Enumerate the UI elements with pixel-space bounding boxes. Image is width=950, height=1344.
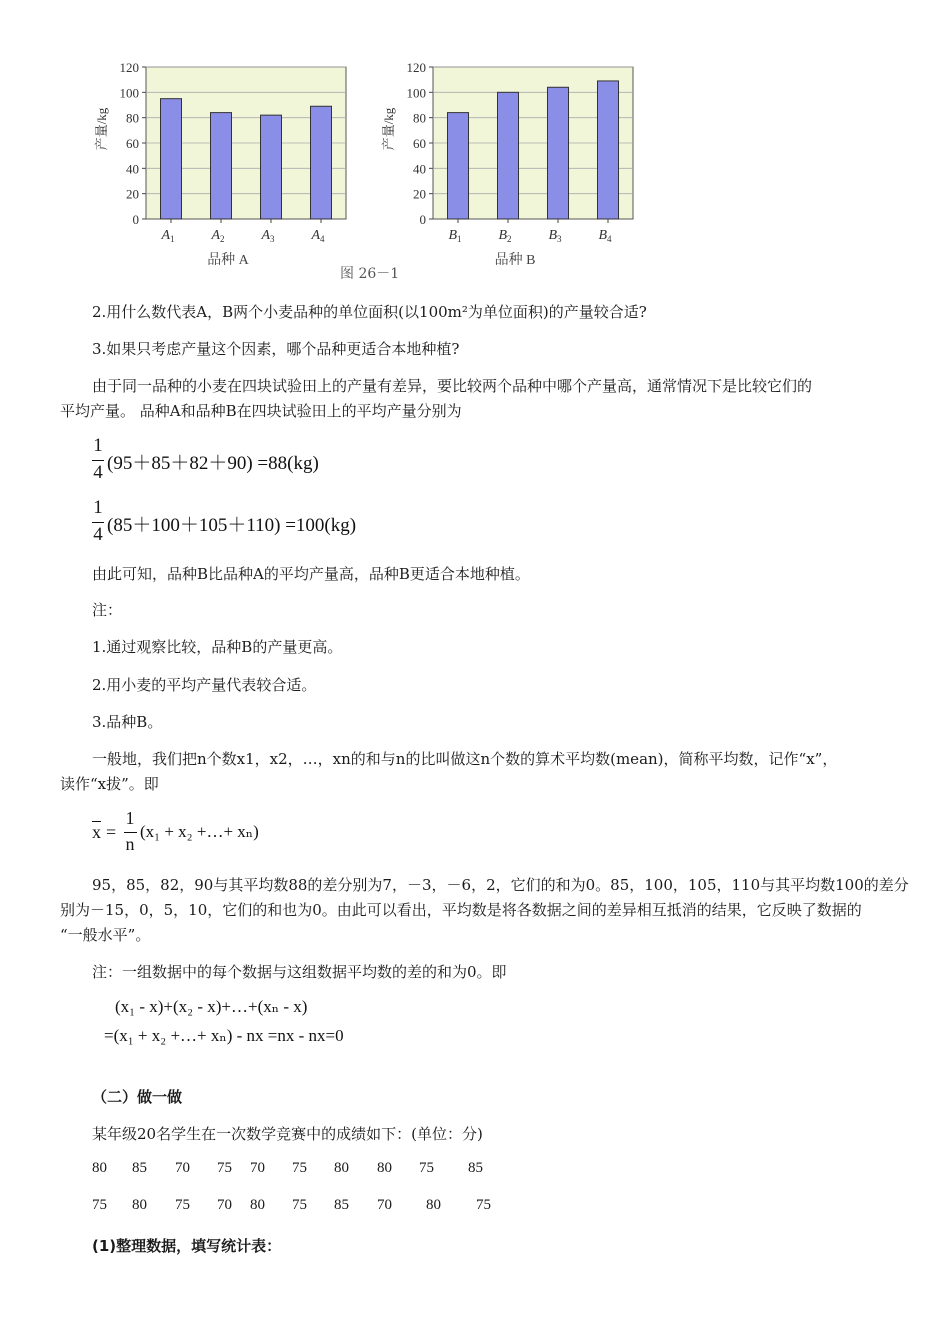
paragraph-2: 由此可知，品种B比品种A的平均产量高，品种B更适合本地种植。 bbox=[92, 565, 530, 583]
y-axis-label: 产量/kg bbox=[381, 107, 396, 151]
eq1-denominator: 4 bbox=[93, 462, 103, 483]
score-r2-9: 80 bbox=[426, 1197, 441, 1213]
x-axis-label: 品种 A bbox=[207, 253, 249, 268]
score-r1-10: 85 bbox=[468, 1160, 483, 1176]
bar-chart-variety-a bbox=[88, 55, 368, 270]
y-axis-label: 产量/kg bbox=[94, 107, 109, 151]
y-tick-label: 20 bbox=[413, 186, 426, 202]
note-3: 3.品种B。 bbox=[92, 713, 163, 731]
y-tick-label: 0 bbox=[419, 212, 426, 227]
y-tick-label: 100 bbox=[406, 85, 426, 101]
x-tick-label: $B_2$ bbox=[498, 228, 512, 244]
score-r2-5: 80 bbox=[250, 1197, 265, 1213]
bar-chart-variety-b bbox=[375, 55, 655, 270]
bar-B4 bbox=[598, 81, 619, 219]
y-tick-label: 100 bbox=[119, 85, 139, 101]
paragraph-4-line-1: 95，85，82，90与其平均数88的差分别为7，－3，－6，2，它们的和为0。85，100，105，110与其平均数100的差分 bbox=[92, 876, 909, 894]
sum-line-1: (x₁ - x)+(x₂ - x)+…+(xₙ - x) bbox=[115, 997, 308, 1016]
bar-B3 bbox=[548, 87, 569, 219]
section-title-do-it: （二）做一做 bbox=[92, 1088, 183, 1106]
y-tick-label: 40 bbox=[126, 161, 139, 177]
mean-denominator: n bbox=[125, 834, 135, 854]
figure-caption: 图 26－1 bbox=[340, 266, 400, 282]
paragraph-1-line-1: 由于同一品种的小麦在四块试验田上的产量有差异，要比较两个品种中哪个产量高，通常情况下是比较它们的 bbox=[92, 377, 813, 395]
score-r1-6: 75 bbox=[292, 1160, 307, 1176]
eq2-denominator: 4 bbox=[93, 524, 103, 545]
bar-B1 bbox=[448, 113, 469, 219]
bar-A4 bbox=[311, 106, 332, 219]
y-tick-label: 0 bbox=[132, 212, 139, 227]
score-r1-9: 75 bbox=[419, 1160, 434, 1176]
score-r2-10: 75 bbox=[476, 1197, 491, 1213]
score-r1-4: 75 bbox=[217, 1160, 232, 1176]
y-tick-label: 80 bbox=[126, 110, 139, 126]
paragraph-4-line-2: 别为－15，0，5，10，它们的和也为0。由此可以看出，平均数是将各数据之间的差异相互抵消的结果，它反映了数据的 bbox=[60, 901, 862, 919]
score-r2-7: 85 bbox=[334, 1197, 349, 1213]
mean-body: (x₁ + x₂ +…+ xₙ) bbox=[140, 822, 259, 841]
bar-B2 bbox=[498, 92, 519, 219]
y-tick-label: 120 bbox=[406, 60, 426, 75]
x-tick-label: $B_4$ bbox=[598, 228, 612, 244]
note-sum: 注：一组数据中的每个数据与这组数据平均数的差的和为0。即 bbox=[92, 963, 507, 981]
paragraph-3-line-2: 读作“x拔”。即 bbox=[60, 775, 159, 793]
eq2-body: (85＋100＋105＋110) =100(kg) bbox=[107, 515, 357, 536]
paragraph-4-line-3: “一般水平”。 bbox=[60, 926, 151, 944]
y-tick-label: 20 bbox=[126, 186, 139, 202]
score-r1-7: 80 bbox=[334, 1160, 349, 1176]
bar-A1 bbox=[161, 99, 182, 219]
question-2: 2.用什么数代表A，B两个小麦品种的单位面积(以100m²为单位面积)的产量较合适? bbox=[92, 303, 647, 321]
sum-line-2: =(x₁ + x₂ +…+ xₙ) - nx =nx - nx=0 bbox=[104, 1026, 344, 1045]
score-r1-8: 80 bbox=[377, 1160, 392, 1176]
bar-A2 bbox=[211, 113, 232, 219]
score-r2-6: 75 bbox=[292, 1197, 307, 1213]
x-tick-label: $A_1$ bbox=[161, 228, 175, 244]
note-2: 2.用小麦的平均产量代表较合适。 bbox=[92, 676, 317, 694]
y-tick-label: 80 bbox=[413, 110, 426, 126]
y-tick-label: 60 bbox=[413, 136, 426, 151]
eq2-numerator: 1 bbox=[93, 497, 103, 518]
step-1: (1)整理数据，填写统计表： bbox=[92, 1237, 282, 1255]
score-r1-2: 85 bbox=[132, 1160, 147, 1176]
mean-fraction-bar bbox=[124, 832, 137, 833]
x-tick-label: $A_2$ bbox=[211, 228, 225, 244]
mean-numerator: 1 bbox=[125, 808, 135, 828]
y-tick-label: 60 bbox=[126, 136, 139, 151]
eq2-fraction-bar bbox=[92, 522, 104, 523]
x-tick-label: $B_1$ bbox=[448, 228, 462, 244]
eq1-body: (95＋85＋82＋90) =88(kg) bbox=[107, 453, 319, 474]
y-tick-label: 120 bbox=[119, 60, 139, 75]
mean-symbol: $\overline{x}$ bbox=[92, 822, 101, 842]
x-tick-label: $A_4$ bbox=[311, 228, 325, 244]
score-r2-4: 70 bbox=[217, 1197, 232, 1213]
eq1-fraction-bar bbox=[92, 460, 104, 461]
paragraph-3-line-1: 一般地，我们把n个数x1，x2，…，xn的和与n的比叫做这n个数的算术平均数(mean)，简称平均数，记作“x”， bbox=[92, 750, 838, 768]
eq1-numerator: 1 bbox=[93, 435, 103, 456]
score-r2-3: 75 bbox=[175, 1197, 190, 1213]
score-r1-1: 80 bbox=[92, 1160, 107, 1176]
bar-A3 bbox=[261, 115, 282, 219]
mean-equals: = bbox=[106, 822, 117, 842]
note-1: 1.通过观察比较，品种B的产量更高。 bbox=[92, 638, 343, 656]
score-r1-5: 70 bbox=[250, 1160, 265, 1176]
paragraph-1-line-2: 平均产量。 品种A和品种B在四块试验田上的平均产量分别为 bbox=[60, 402, 462, 420]
score-r2-8: 70 bbox=[377, 1197, 392, 1213]
score-r2-1: 75 bbox=[92, 1197, 107, 1213]
question-3: 3.如果只考虑产量这个因素，哪个品种更适合本地种植? bbox=[92, 340, 460, 358]
x-tick-label: $A_3$ bbox=[261, 228, 275, 244]
task-description: 某年级20名学生在一次数学竞赛中的成绩如下：(单位：分) bbox=[92, 1125, 483, 1143]
score-r2-2: 80 bbox=[132, 1197, 147, 1213]
x-axis-label: 品种 B bbox=[494, 253, 536, 268]
score-r1-3: 70 bbox=[175, 1160, 190, 1176]
x-tick-label: $B_3$ bbox=[548, 228, 562, 244]
y-tick-label: 40 bbox=[413, 161, 426, 177]
note-label: 注： bbox=[92, 601, 123, 619]
